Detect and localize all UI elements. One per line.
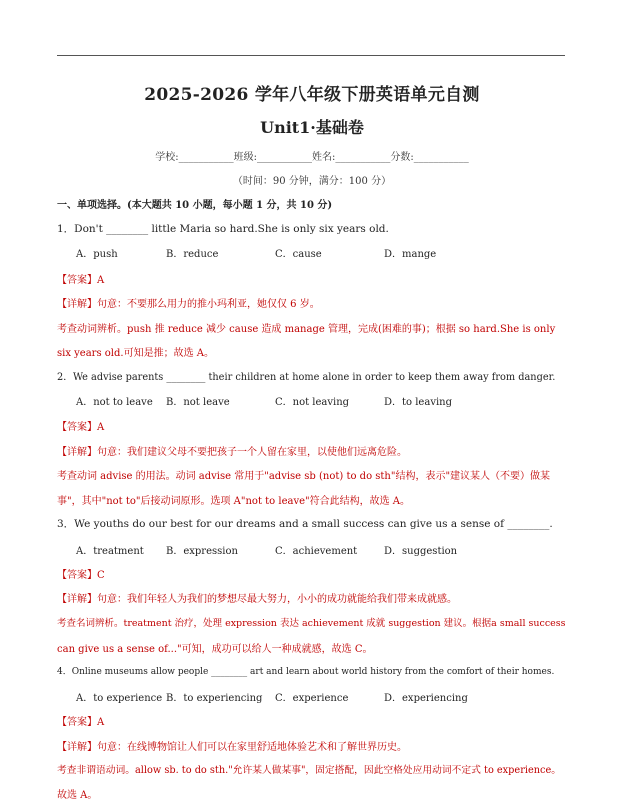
option-b: B．to experiencing [166, 693, 263, 704]
option-d: D．mange [384, 249, 437, 260]
explanation-line: 【详解】句意：我们年轻人为我们的梦想尽最大努力，小小的成功就能给我们带来成就感。 [57, 594, 457, 605]
option-b: B．expression [166, 546, 238, 557]
explanation-line: can give us a sense of..."可知，成功可以给人一种成就感，故选 C。 [57, 644, 373, 655]
student-info-line: 学校:___________班级:___________姓名:___________分数:___________ [155, 152, 469, 163]
option-b: B．reduce [166, 249, 219, 260]
answer: 【答案】C [57, 570, 105, 581]
option-a: A．to experience [76, 693, 163, 704]
time-score-line: （时间：90 分钟，满分：100 分） [232, 176, 392, 187]
option-c: C．cause [275, 249, 322, 260]
explanation-line: 【详解】句意：我们建议父母不要把孩子一个人留在家里，以使他们远离危险。 [57, 447, 407, 458]
option-c: C．achievement [275, 546, 358, 557]
exam-title: 2025-2026 学年八年级下册英语单元自测 [144, 85, 480, 105]
question-stem: 1．Don't ________ little Maria so hard.She is only six years old. [57, 223, 389, 235]
explanation-line: 考查动词辨析。push 推 reduce 减少 cause 造成 manage 管理，完成(困难的事)；根据 so hard.She is only [57, 324, 556, 335]
explanation-line: 【详解】句意：不要那么用力的推小玛利亚，她仅仅 6 岁。 [57, 299, 320, 310]
exam-subtitle: Unit1·基础卷 [260, 118, 364, 137]
section-title: 一、单项选择。(本大题共 10 小题，每小题 1 分，共 10 分) [57, 200, 333, 211]
question-options [76, 689, 556, 703]
explanation-line: six years old.可知是推；故选 A。 [57, 348, 214, 359]
option-a: A．push [76, 249, 118, 260]
option-c: C．experience [275, 693, 349, 704]
explanation-line: 【详解】句意：在线博物馆让人们可以在家里舒适地体验艺术和了解世界历史。 [57, 742, 407, 753]
header-rule [57, 55, 565, 56]
explanation-line: 故选 A。 [57, 790, 98, 801]
option-d: D．to leaving [384, 397, 453, 408]
option-c: C．not leaving [275, 397, 350, 408]
question-stem: 2．We advise parents ________ their children at home alone in order to keep them away from danger. [57, 372, 556, 383]
option-b: B．not leave [166, 397, 230, 408]
question-options [76, 393, 556, 407]
explanation-line: 事"，其中"not to"后接动词原形。选项 A"not to leave"符合此结构，故选 A。 [57, 496, 411, 507]
question-stem: 4．Online museums allow people ________ art and learn about world history from the comfort of their homes. [57, 667, 555, 677]
option-d: D．experiencing [384, 693, 468, 704]
answer: 【答案】A [57, 422, 105, 433]
question-options [76, 245, 556, 259]
question-options [76, 542, 556, 556]
option-a: A．treatment [76, 546, 144, 557]
explanation-line: 考查名词辨析。treatment 治疗，处理 expression 表达 achievement 成就 suggestion 建议。根据a small success [57, 618, 566, 629]
explanation-line: 考查动词 advise 的用法。动词 advise 常用于"advise sb (not) to do sth"结构，表示"建议某人（不要）做某 [57, 471, 551, 482]
answer: 【答案】A [57, 275, 105, 286]
option-a: A．not to leave [76, 397, 153, 408]
question-stem: 3．We youths do our best for our dreams and a small success can give us a sense of ________. [57, 518, 553, 530]
explanation-line: 考查非谓语动词。allow sb. to do sth."允许某人做某事"，固定搭配，因此空格处应用动词不定式 to experience。 [57, 765, 561, 776]
answer: 【答案】A [57, 717, 105, 728]
option-d: D．suggestion [384, 546, 458, 557]
